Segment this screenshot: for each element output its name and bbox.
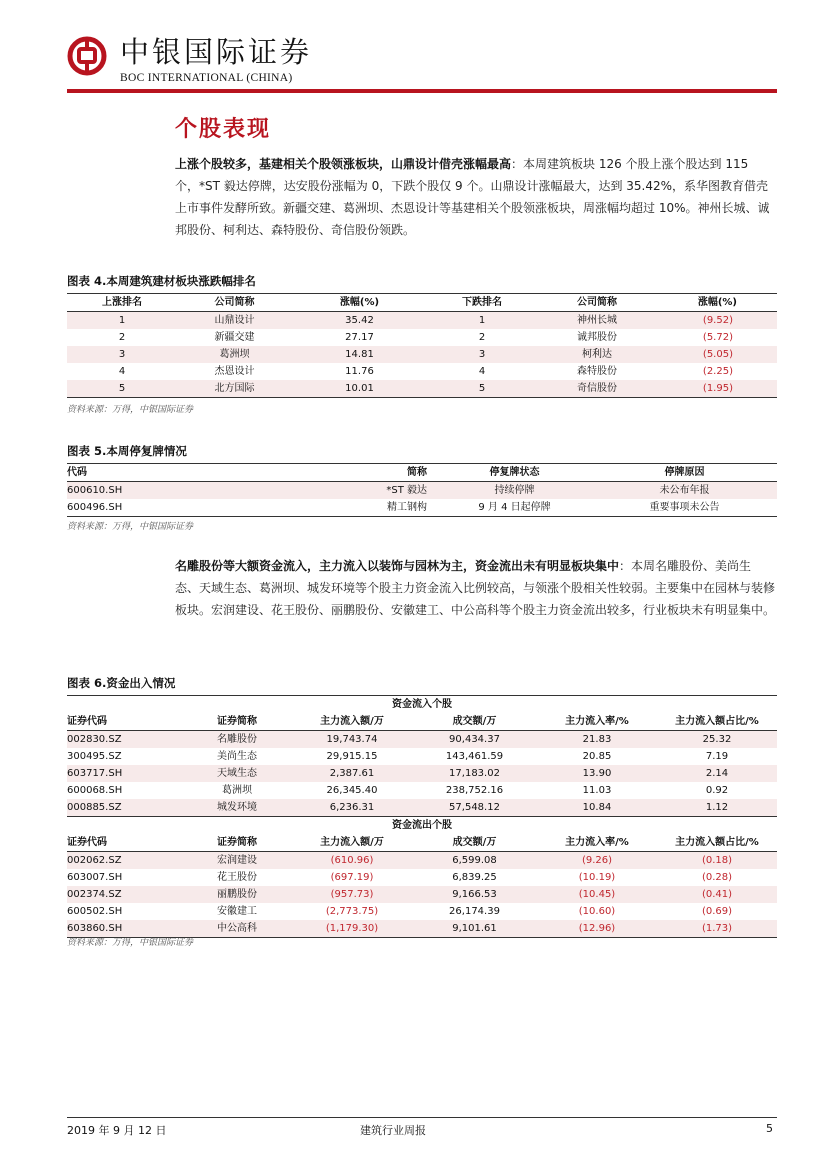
column-header: 公司简称 xyxy=(177,294,292,312)
table-row xyxy=(67,748,777,765)
cell: (1.95) xyxy=(657,380,777,398)
cell: 神州长城 xyxy=(537,312,657,330)
inflow-group-header xyxy=(67,696,777,714)
table-row xyxy=(67,869,777,886)
cell: 57,548.12 xyxy=(412,799,537,817)
column-header: 证券代码 xyxy=(67,716,107,727)
cell: 花王股份 xyxy=(217,872,257,883)
table-row xyxy=(67,886,777,903)
cell: 4 xyxy=(118,366,126,377)
cell: (10.60) xyxy=(578,906,616,917)
table-row xyxy=(67,782,777,799)
cell: 2 xyxy=(478,332,486,343)
table-row xyxy=(67,799,777,817)
cell: (10.45) xyxy=(537,886,657,903)
cell: (0.28) xyxy=(701,872,733,883)
column-header: 证券简称 xyxy=(217,716,257,727)
table-row xyxy=(67,363,777,380)
column-header: 停牌原因 xyxy=(592,464,777,482)
cell: (0.18) xyxy=(657,852,777,870)
cell: 葛洲坝 xyxy=(222,785,252,796)
column-header: 主力流入率/% xyxy=(565,837,629,848)
figure-5-source: 资料来源：万得，中银国际证券 xyxy=(67,522,194,532)
cell: (9.52) xyxy=(657,312,777,330)
cell: 6,599.08 xyxy=(412,852,537,870)
cell: 26,345.40 xyxy=(326,785,378,796)
table-row xyxy=(67,499,777,517)
cell: *ST 毅达 xyxy=(237,482,437,500)
column-header: 主力流入额/万 xyxy=(320,716,384,727)
cell: 新疆交建 xyxy=(214,332,255,343)
column-header: 主力流入额占比/% xyxy=(675,716,759,727)
table-row xyxy=(67,329,777,346)
cell: (5.05) xyxy=(657,346,777,363)
cell: (10.19) xyxy=(578,872,616,883)
table-header-row xyxy=(67,464,777,482)
cell: 葛洲坝 xyxy=(177,346,292,363)
header-divider xyxy=(67,89,777,93)
column-header: 简称 xyxy=(237,464,437,482)
table-row xyxy=(67,731,777,749)
brand-name-english: BOC INTERNATIONAL (CHINA) xyxy=(120,72,293,84)
cell: 3 xyxy=(67,346,177,363)
cell: 精工钢构 xyxy=(237,499,437,517)
column-header: 停复牌状态 xyxy=(437,464,592,482)
cell: (0.41) xyxy=(657,886,777,903)
table-row xyxy=(67,482,777,500)
cell: 90,434.37 xyxy=(412,731,537,749)
cell: 诚邦股份 xyxy=(577,332,617,343)
cell: 美尚生态 xyxy=(217,751,257,762)
column-header: 主力流入额/万 xyxy=(320,837,384,848)
table-header-row xyxy=(67,834,777,852)
figure-4-title: 图表 4.本周建筑建材板块涨跌幅排名 xyxy=(67,274,256,288)
cell: 10.84 xyxy=(537,799,657,817)
cell: 11.03 xyxy=(582,785,612,796)
footer-report-name: 建筑行业周报 xyxy=(360,1124,426,1137)
cell: 27.17 xyxy=(345,332,374,343)
table-row xyxy=(67,346,777,363)
column-header: 主力流入额占比/% xyxy=(675,837,759,848)
cell: (697.19) xyxy=(330,872,374,883)
paragraph-stock-performance xyxy=(175,153,775,241)
cell: 603860.SH xyxy=(67,920,182,938)
column-header: 成交额/万 xyxy=(452,716,497,727)
figure-5-table xyxy=(67,463,777,517)
column-header: 下跌排名 xyxy=(427,294,537,312)
cell: 0.92 xyxy=(705,785,729,796)
cell: 4 xyxy=(478,366,486,377)
cell: 603717.SH xyxy=(67,765,182,782)
figure-6-source: 资料来源：万得，中银国际证券 xyxy=(67,938,194,948)
table-row xyxy=(67,312,777,330)
group-label: 资金流入个股 xyxy=(67,696,777,714)
cell: 森特股份 xyxy=(577,366,617,377)
figure-4-table xyxy=(67,293,777,398)
cell: 北方国际 xyxy=(177,380,292,398)
column-header: 公司简称 xyxy=(537,294,657,312)
cell: 10.01 xyxy=(292,380,427,398)
cell: 1.12 xyxy=(657,799,777,817)
cell: 600068.SH xyxy=(67,785,123,796)
cell: 1 xyxy=(67,312,177,330)
cell: 21.83 xyxy=(537,731,657,749)
cell: 中公高科 xyxy=(182,920,292,938)
cell: 山鼎设计 xyxy=(177,312,292,330)
cell: (2.25) xyxy=(702,366,733,377)
cell: (12.96) xyxy=(537,920,657,938)
cell: 603007.SH xyxy=(67,872,123,883)
cell: 19,743.74 xyxy=(292,731,412,749)
table-header-row xyxy=(67,294,777,312)
figure-5-title: 图表 5.本周停复牌情况 xyxy=(67,444,187,458)
cell: 26,174.39 xyxy=(449,906,500,917)
cell: (0.69) xyxy=(701,906,733,917)
cell: 6,839.25 xyxy=(452,872,497,883)
cell: 11.76 xyxy=(345,366,374,377)
column-header: 涨幅(%) xyxy=(292,294,427,312)
column-header: 代码 xyxy=(67,464,237,482)
cell: 杰恩设计 xyxy=(214,366,255,377)
column-header: 主力流入率/% xyxy=(565,716,629,727)
paragraph-body: ：本周建筑板块 126 个股上涨个股达到 115 个，*ST 毅达停牌，达安股份涨幅为 0，下跌个股仅 9 个。山鼎设计涨幅最大，达到 35.42%，系华图教育借壳上市事件发酵所致。新疆交建、葛洲坝、杰恩设计等基建相关个股领涨板块，周涨幅均超过 10%。神州长城、诚邦股份、柯利达、森特股份、奇信股份领跌。 xyxy=(175,157,770,237)
cell: 35.42 xyxy=(292,312,427,330)
figure-4-source: 资料来源：万得，中银国际证券 xyxy=(67,405,194,415)
brand-name-chinese: 中银国际证券 xyxy=(120,35,313,69)
column-header: 证券简称 xyxy=(217,837,257,848)
paragraph-capital-flow xyxy=(175,555,775,621)
cell: 9 月 4 日起停牌 xyxy=(437,499,592,517)
cell: 2 xyxy=(118,332,126,343)
column-header: 上涨排名 xyxy=(67,294,177,312)
cell: 25.32 xyxy=(657,731,777,749)
cell: 20.85 xyxy=(582,751,612,762)
table-row xyxy=(67,380,777,398)
figure-6-table xyxy=(67,695,777,938)
cell: 重要事项未公告 xyxy=(592,499,777,517)
cell: (5.72) xyxy=(702,332,733,343)
page-number: 5 xyxy=(766,1122,773,1135)
cell: 238,752.16 xyxy=(445,785,504,796)
cell: (957.73) xyxy=(292,886,412,903)
cell: 6,236.31 xyxy=(292,799,412,817)
column-header: 证券代码 xyxy=(67,837,107,848)
cell: (610.96) xyxy=(292,852,412,870)
cell: 宏润建设 xyxy=(182,852,292,870)
paragraph-lead: 名雕股份等大额资金流入，主力流入以装饰与园林为主，资金流出未有明显板块集中 xyxy=(175,559,620,573)
cell: 002374.SZ xyxy=(67,886,182,903)
footer-date: 2019 年 9 月 12 日 xyxy=(67,1124,167,1137)
cell: (1.73) xyxy=(657,920,777,938)
cell: 城发环境 xyxy=(182,799,292,817)
cell: 持续停牌 xyxy=(437,482,592,500)
table-row xyxy=(67,765,777,782)
cell: 2,387.61 xyxy=(292,765,412,782)
table-row xyxy=(67,903,777,920)
section-title: 个股表现 xyxy=(175,116,272,142)
table-header-row xyxy=(67,713,777,731)
group-label: 资金流出个股 xyxy=(67,817,777,835)
cell: 5 xyxy=(427,380,537,398)
outflow-group-header xyxy=(67,817,777,835)
cell: 柯利达 xyxy=(537,346,657,363)
cell: 7.19 xyxy=(705,751,729,762)
cell: 14.81 xyxy=(292,346,427,363)
cell: 2.14 xyxy=(657,765,777,782)
cell: 13.90 xyxy=(537,765,657,782)
cell: 未公布年报 xyxy=(592,482,777,500)
figure-6-title: 图表 6.资金出入情况 xyxy=(67,676,176,690)
cell: 1 xyxy=(427,312,537,330)
footer-divider xyxy=(67,1117,777,1118)
cell: 300495.SZ xyxy=(67,751,122,762)
cell: 143,461.59 xyxy=(445,751,504,762)
cell: 奇信股份 xyxy=(537,380,657,398)
cell: 天域生态 xyxy=(182,765,292,782)
cell: (9.26) xyxy=(537,852,657,870)
cell: 002830.SZ xyxy=(67,731,182,749)
paragraph-body: ：本周名雕股份、美尚生态、天域生态、葛洲坝、城发环境等个股主力资金流入比例较高，与领涨个股相关性较弱。主要集中在园林与装修板块。宏润建设、花王股份、丽鹏股份、安徽建工、中公高科等个股主力资金流出较多，行业板块未有明显集中。 xyxy=(175,559,776,617)
cell: 安徽建工 xyxy=(217,906,257,917)
cell: 9,101.61 xyxy=(412,920,537,938)
cell: 丽鹏股份 xyxy=(182,886,292,903)
cell: (1,179.30) xyxy=(292,920,412,938)
table-row xyxy=(67,852,777,870)
boc-logo-icon xyxy=(67,36,107,76)
cell: 600502.SH xyxy=(67,906,123,917)
column-header: 成交额/万 xyxy=(452,837,497,848)
cell: (2,773.75) xyxy=(325,906,379,917)
cell: 600496.SH xyxy=(67,499,237,517)
cell: 29,915.15 xyxy=(326,751,378,762)
column-header: 涨幅(%) xyxy=(657,294,777,312)
cell: 600610.SH xyxy=(67,482,237,500)
paragraph-lead: 上涨个股较多，基建相关个股领涨板块，山鼎设计借壳涨幅最高 xyxy=(175,157,512,171)
cell: 5 xyxy=(67,380,177,398)
cell: 000885.SZ xyxy=(67,799,182,817)
cell: 9,166.53 xyxy=(412,886,537,903)
cell: 17,183.02 xyxy=(412,765,537,782)
cell: 3 xyxy=(427,346,537,363)
cell: 002062.SZ xyxy=(67,852,182,870)
cell: 名雕股份 xyxy=(182,731,292,749)
